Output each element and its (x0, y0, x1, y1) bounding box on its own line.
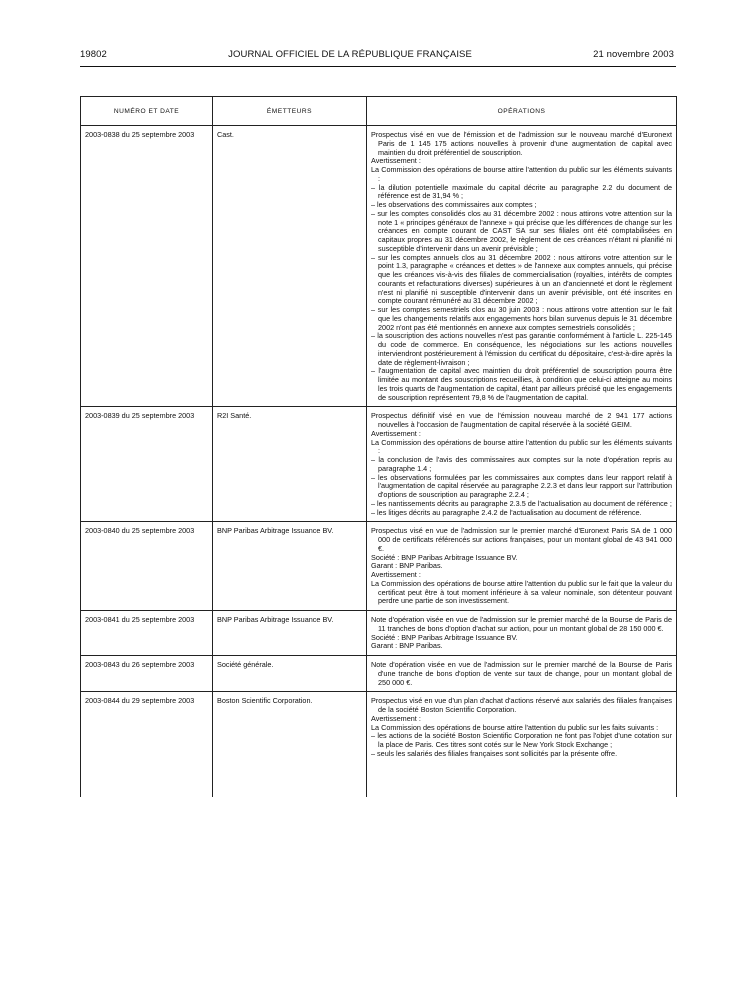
operation-bullet-item: – sur les comptes consolidés clos au 31 décembre 2002 : nous attirons votre attention sur la note 1 « principes généraux de l'annexe » qui précise que les différences de change sur les créances en compte courant de CAST SA sur ses filiales ont été comptabilisées en capitaux propres au 31 décembre 2002, le règlement de ces créances n'étant ni planifié ni susceptible d'intervenir dans un avenir prévisible ; (371, 210, 672, 254)
numero-date: 2003-0844 du 29 septembre 2003 (85, 696, 195, 706)
operation-paragraph: Société : BNP Paribas Arbitrage Issuance BV. (371, 632, 518, 642)
operation-paragraph: La Commission des opérations de bourse attire l'attention du public sur les éléments suivants : (371, 437, 672, 456)
operation-paragraph: Note d'opération visée en vue de l'admission sur le premier marché de la Bourse de Paris d'une tranche de bons d'option de vente sur taux de change, pour un montant global de 250 000 €. (371, 660, 672, 687)
emetteur-cell (213, 611, 367, 656)
table-row (81, 611, 677, 656)
numero-date: 2003-0840 du 25 septembre 2003 (85, 526, 195, 536)
operation-bullet-item: – les observations formulées par les commissaires aux comptes dans leur rapport relatif à l'augmentation de capital réservée au paragraphe 2.2.3 et dans leur rapport sur l'attribution d'options de souscription au paragraphe 2.2.4 ; (371, 474, 672, 500)
operation-paragraph: Prospectus visé en vue de l'admission sur le premier marché d'Euronext Paris SA de 1 000 000 de certificats référencés sur actions françaises, pour un montant global de 43 941 000 €. (371, 526, 672, 553)
emetteur-cell (213, 126, 367, 407)
numero-date-cell (81, 692, 213, 798)
operation-paragraph: Société : BNP Paribas Arbitrage Issuance BV. (371, 552, 518, 562)
operation-bullet-item: – sur les comptes annuels clos au 31 décembre 2002 : nous attirons votre attention sur le point 1.3, paragraphe « créances et dettes » de l'annexe aux comptes annuels, qui précise que les créances vis-à-vis des filiales de commercialisation (royalties, intérêts de comptes courants et refacturations diverses) supérieures à un an d'ancienneté et dont le règlement n'est ni planifié ni susceptible d'intervenir dans un avenir prévisible, ont été inscrites en compte courant rémunéré au 31 décembre 2002 ; (371, 254, 672, 307)
numero-date-cell (81, 522, 213, 611)
operation-bullet-item: – la souscription des actions nouvelles n'est pas garantie conformément à l'article L. 225-145 du code de commerce. En conséquence, les négociations sur les actions nouvelles interviendront postérieurement à l'émission du certificat du dépositaire, c'est-à-dire après la date de règlement-livraison ; (371, 332, 672, 367)
operation-paragraph: Prospectus visé en vue d'un plan d'achat d'actions réservé aux salariés des filiales françaises de la société Boston Scientific Corporation. (371, 696, 672, 714)
emetteur: BNP Paribas Arbitrage Issuance BV. (217, 615, 334, 624)
operation-paragraph: Avertissement : (371, 570, 421, 579)
operation-paragraph: Avertissement : (371, 428, 421, 438)
operation-bullet-item: – les actions de la société Boston Scientific Corporation ne font pas l'objet d'une cotation sur la place de Paris. Ces titres sont cotés sur le New York Stock Exchange ; (371, 732, 672, 750)
emetteur: R2I Santé. (217, 411, 252, 421)
numero-date: 2003-0839 du 25 septembre 2003 (85, 411, 195, 421)
operation-bullet-item: – sur les comptes semestriels clos au 30 juin 2003 : nous attirons votre attention sur le fait que les changements relatifs aux engagements hors bilan survenus depuis le 31 décembre 2002 n'ont pas été mentionnés en annexe aux comptes semestriels consolidés ; (371, 306, 672, 332)
emetteur-cell (213, 407, 367, 522)
operation-bullet-item: – les litiges décrits au paragraphe 2.4.2 de l'actualisation au document de référence. (371, 509, 672, 518)
operation-bullet-item: – seuls les salariés des filiales françaises sont sollicités par la présente offre. (371, 750, 672, 759)
table-header-row (81, 97, 677, 126)
table-row (81, 126, 677, 407)
operation-bullet-item: – la dilution potentielle maximale du capital décrite au paragraphe 2.2 du document de référence est de 31,94 % ; (371, 184, 672, 202)
operations-cell (367, 656, 677, 692)
operation-paragraph: Prospectus visé en vue de l'émission et de l'admission sur le nouveau marché d'Euronext Paris de 1 145 175 actions nouvelles à provenir d'une augmentation de capital avec maintien du droit préférentiel de souscription. (371, 130, 672, 157)
numero-date-cell (81, 126, 213, 407)
operation-paragraph: La Commission des opérations de bourse attire l'attention du public sur le fait que la valeur du certificat peut être à tout moment inférieure à sa valeur nominale, son détenteur pouvant perdre une partie de son investissement. (371, 578, 672, 606)
column-header-emetteurs: ÉMETTEURS (213, 97, 367, 126)
table-row (81, 692, 677, 798)
table-row (81, 522, 677, 611)
numero-date: 2003-0838 du 25 septembre 2003 (85, 130, 195, 139)
emetteur: Boston Scientific Corporation. (217, 696, 313, 706)
table-row (81, 656, 677, 692)
operation-paragraph: Garant : BNP Paribas. (371, 561, 443, 571)
emetteur: Société générale. (217, 660, 274, 669)
numero-date-cell (81, 407, 213, 522)
emetteur-cell (213, 692, 367, 798)
operations-cell (367, 611, 677, 656)
table-row (81, 407, 677, 522)
operation-paragraph: Note d'opération visée en vue de l'admission sur le premier marché de la Bourse de Paris de 11 tranches de bons d'option d'achat sur action, pour un montant global de 28 150 000 €. (371, 615, 672, 633)
operation-paragraph: Avertissement : (371, 713, 421, 723)
numero-date: 2003-0841 du 25 septembre 2003 (85, 615, 195, 624)
header-rule (80, 66, 676, 67)
operations-cell (367, 126, 677, 407)
operations-table (80, 96, 677, 797)
operation-bullet-item: – les observations des commissaires aux comptes ; (371, 201, 672, 210)
emetteur: BNP Paribas Arbitrage Issuance BV. (217, 526, 334, 536)
column-header-operations: OPÉRATIONS (367, 97, 677, 126)
operation-bullet-item: – l'augmentation de capital avec maintien du droit préférentiel de souscription pourra être limitée au montant des souscriptions recueillies, à condition que celui-ci atteigne au moins les trois quarts de l'augmentation de capital, étant par ailleurs précisé que les engagements de souscription représentent 79,8 % de l'augmentation de capital. (371, 367, 672, 402)
operation-paragraph: La Commission des opérations de bourse attire l'attention du public sur les faits suivants : (371, 722, 659, 732)
operations-cell (367, 407, 677, 522)
operations-cell (367, 692, 677, 798)
operation-bullet-item: – la conclusion de l'avis des commissaires aux comptes sur la note d'opération repris au paragraphe 1.4 ; (371, 456, 672, 474)
page-header (80, 46, 674, 62)
numero-date: 2003-0843 du 26 septembre 2003 (85, 660, 195, 669)
journal-title: JOURNAL OFFICIEL DE LA RÉPUBLIQUE FRANÇAISE (228, 48, 472, 60)
operation-paragraph: Avertissement : (371, 156, 421, 166)
operation-bullet-item: – les nantissements décrits au paragraphe 2.3.5 de l'actualisation au document de référence ; (371, 500, 672, 509)
emetteur-cell (213, 656, 367, 692)
emetteur-cell (213, 522, 367, 611)
column-header-numero: NUMÉRO ET DATE (81, 97, 213, 126)
page-number: 19802 (80, 48, 107, 60)
operation-paragraph: La Commission des opérations de bourse attire l'attention du public sur les éléments suivants : (371, 165, 672, 183)
numero-date-cell (81, 656, 213, 692)
operations-cell (367, 522, 677, 611)
emetteur: Cast. (217, 130, 234, 139)
operation-paragraph: Garant : BNP Paribas. (371, 641, 443, 651)
numero-date-cell (81, 611, 213, 656)
issue-date: 21 novembre 2003 (593, 48, 674, 60)
operation-paragraph: Prospectus définitif visé en vue de l'émission nouveau marché de 2 941 177 actions nouvelles à l'occasion de l'augmentation de capital réservée à la société GEIM. (371, 411, 672, 429)
